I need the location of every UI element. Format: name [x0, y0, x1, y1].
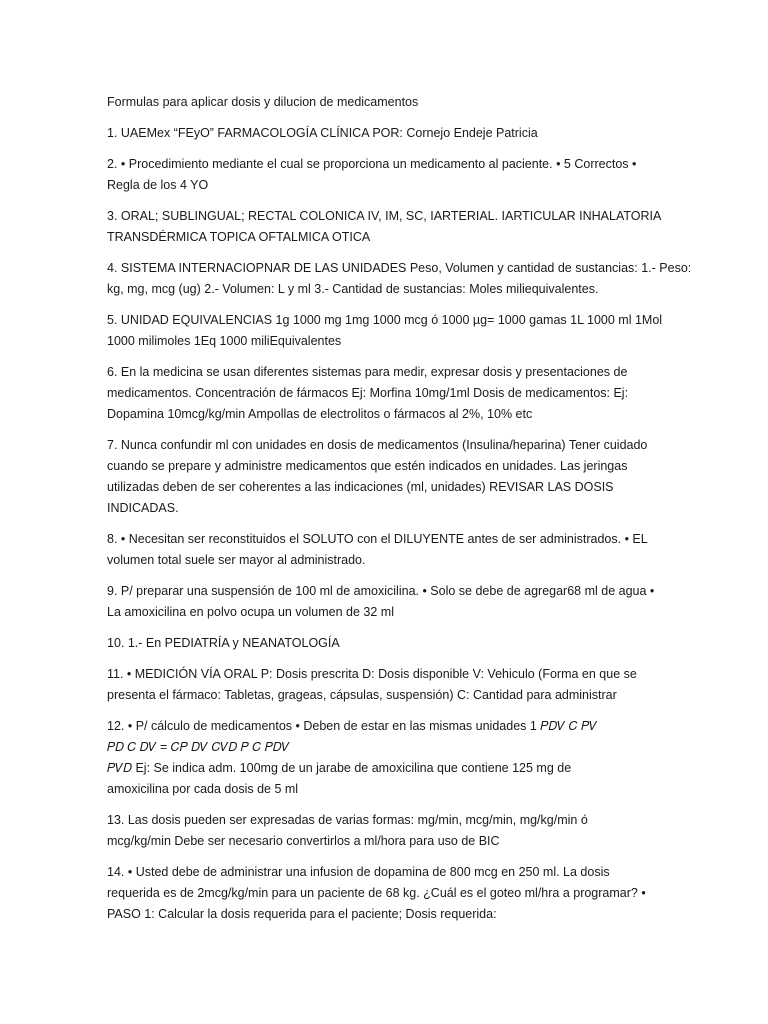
paragraph-line: medicamentos. Concentración de fármacos Ej: Morfina 10mg/1ml Dosis de medicamentos: Ej: — [107, 386, 629, 400]
paragraph-line: 14. • Usted debe de administrar una infusion de dopamina de 800 mcg en 250 ml. La dosis — [107, 865, 610, 879]
paragraph-line: 7. Nunca confundir ml con unidades en dosis de medicamentos (Insulina/heparina) Tener cuidado — [107, 438, 648, 452]
paragraph-line: mcg/kg/min Debe ser necesario convertirlos a ml/hora para uso de BIC — [107, 834, 500, 848]
paragraph-2 — [107, 154, 668, 196]
paragraph-line: INDICADAS. — [107, 501, 179, 515]
paragraph-line: 11. • MEDICIÓN VÍA ORAL P: Dosis prescrita D: Dosis disponible V: Vehiculo (Forma en que se — [107, 667, 637, 681]
paragraph-line: La amoxicilina en polvo ocupa un volumen de 32 ml — [107, 605, 394, 619]
paragraph-line: TRANSDÉRMICA TOPICA OFTALMICA OTICA — [107, 230, 371, 244]
paragraph-line: PASO 1: Calcular la dosis requerida para el paciente; Dosis requerida: — [107, 907, 497, 921]
paragraph-line: volumen total suele ser mayor al administrado. — [107, 553, 366, 567]
paragraph-line: kg, mg, mcg (ug) 2.- Volumen: L y ml 3.- Cantidad de sustancias: Moles miliequivalentes. — [107, 282, 599, 296]
paragraph-9 — [107, 581, 668, 623]
paragraph-14 — [107, 862, 668, 925]
paragraph-line: 9. P/ preparar una suspensión de 100 ml de amoxicilina. • Solo se debe de agregar68 ml de agua • — [107, 584, 655, 598]
paragraph-1 — [107, 123, 668, 144]
paragraph-13 — [107, 810, 668, 852]
paragraph-line: 12. • P/ cálculo de medicamentos • Deben de estar en las mismas unidades 1 𝑃𝐷𝑉 𝐶 𝑃𝑉 — [107, 719, 598, 733]
paragraph-6 — [107, 362, 668, 425]
document-title: Formulas para aplicar dosis y dilucion de medicamentos — [107, 95, 419, 109]
paragraph-line: 1. UAEMex “FEyO” FARMACOLOGÍA CLÍNICA POR: Cornejo Endeje Patricia — [107, 126, 538, 140]
paragraph-line: 8. • Necesitan ser reconstituidos el SOLUTO con el DILUYENTE antes de ser administrados. • EL — [107, 532, 648, 546]
paragraph-line: 𝑃𝑉𝐷 Ej: Se indica adm. 100mg de un jarabe de amoxicilina que contiene 125 mg de — [107, 761, 572, 775]
paragraph-line: presenta el fármaco: Tabletas, grageas, cápsulas, suspensión) C: Cantidad para administrar — [107, 688, 617, 702]
paragraph-line: 1000 milimoles 1Eq 1000 miliEquivalentes — [107, 334, 342, 348]
paragraph-line: 13. Las dosis pueden ser expresadas de varias formas: mg/min, mcg/min, mg/kg/min ó — [107, 813, 588, 827]
paragraph-line: 6. En la medicina se usan diferentes sistemas para medir, expresar dosis y presentaciones de — [107, 365, 628, 379]
paragraph-8 — [107, 529, 668, 571]
paragraph-3 — [107, 206, 668, 248]
paragraph-12 — [107, 716, 668, 800]
paragraph-11 — [107, 664, 668, 706]
paragraph-line: 5. UNIDAD EQUIVALENCIAS 1g 1000 mg 1mg 1000 mcg ó 1000 µg= 1000 gamas 1L 1000 ml 1Mol — [107, 313, 663, 327]
paragraph-line: 2. • Procedimiento mediante el cual se proporciona un medicamento al paciente. • 5 Correctos • — [107, 157, 637, 171]
paragraph-line: 4. SISTEMA INTERNACIOPNAR DE LAS UNIDADES Peso, Volumen y cantidad de sustancias: 1.- Peso: — [107, 261, 692, 275]
paragraph-line: amoxicilina por cada dosis de 5 ml — [107, 782, 299, 796]
paragraph-line: utilizadas deben de ser coherentes a las indicaciones (ml, unidades) REVISAR LAS DOSIS — [107, 480, 614, 494]
paragraph-line: 𝑃𝐷 𝐶 𝐷𝑉 = 𝐶𝑃 𝐷𝑉 𝐶𝑉𝐷 𝑃 𝐶 𝑃𝐷𝑉 — [107, 740, 290, 754]
paragraph-10 — [107, 633, 668, 654]
paragraph-line: Dopamina 10mcg/kg/min Ampollas de electrolitos o fármacos al 2%, 10% etc — [107, 407, 533, 421]
paragraph-4 — [107, 258, 692, 300]
paragraph-7 — [107, 435, 668, 519]
paragraph-list — [107, 123, 692, 925]
paragraph-line: cuando se prepare y administre medicamentos que estén indicados en unidades. Las jeringas — [107, 459, 628, 473]
paragraph-5 — [107, 310, 668, 352]
paragraph-line: Regla de los 4 YO — [107, 178, 209, 192]
paragraph-line: 10. 1.- En PEDIATRÍA y NEANATOLOGÍA — [107, 636, 340, 650]
paragraph-line: 3. ORAL; SUBLINGUAL; RECTAL COLONICA IV, IM, SC, IARTERIAL. IARTICULAR INHALATORIA — [107, 209, 662, 223]
paragraph-line: requerida es de 2mcg/kg/min para un paciente de 68 kg. ¿Cuál es el goteo ml/hra a programar? • — [107, 886, 646, 900]
